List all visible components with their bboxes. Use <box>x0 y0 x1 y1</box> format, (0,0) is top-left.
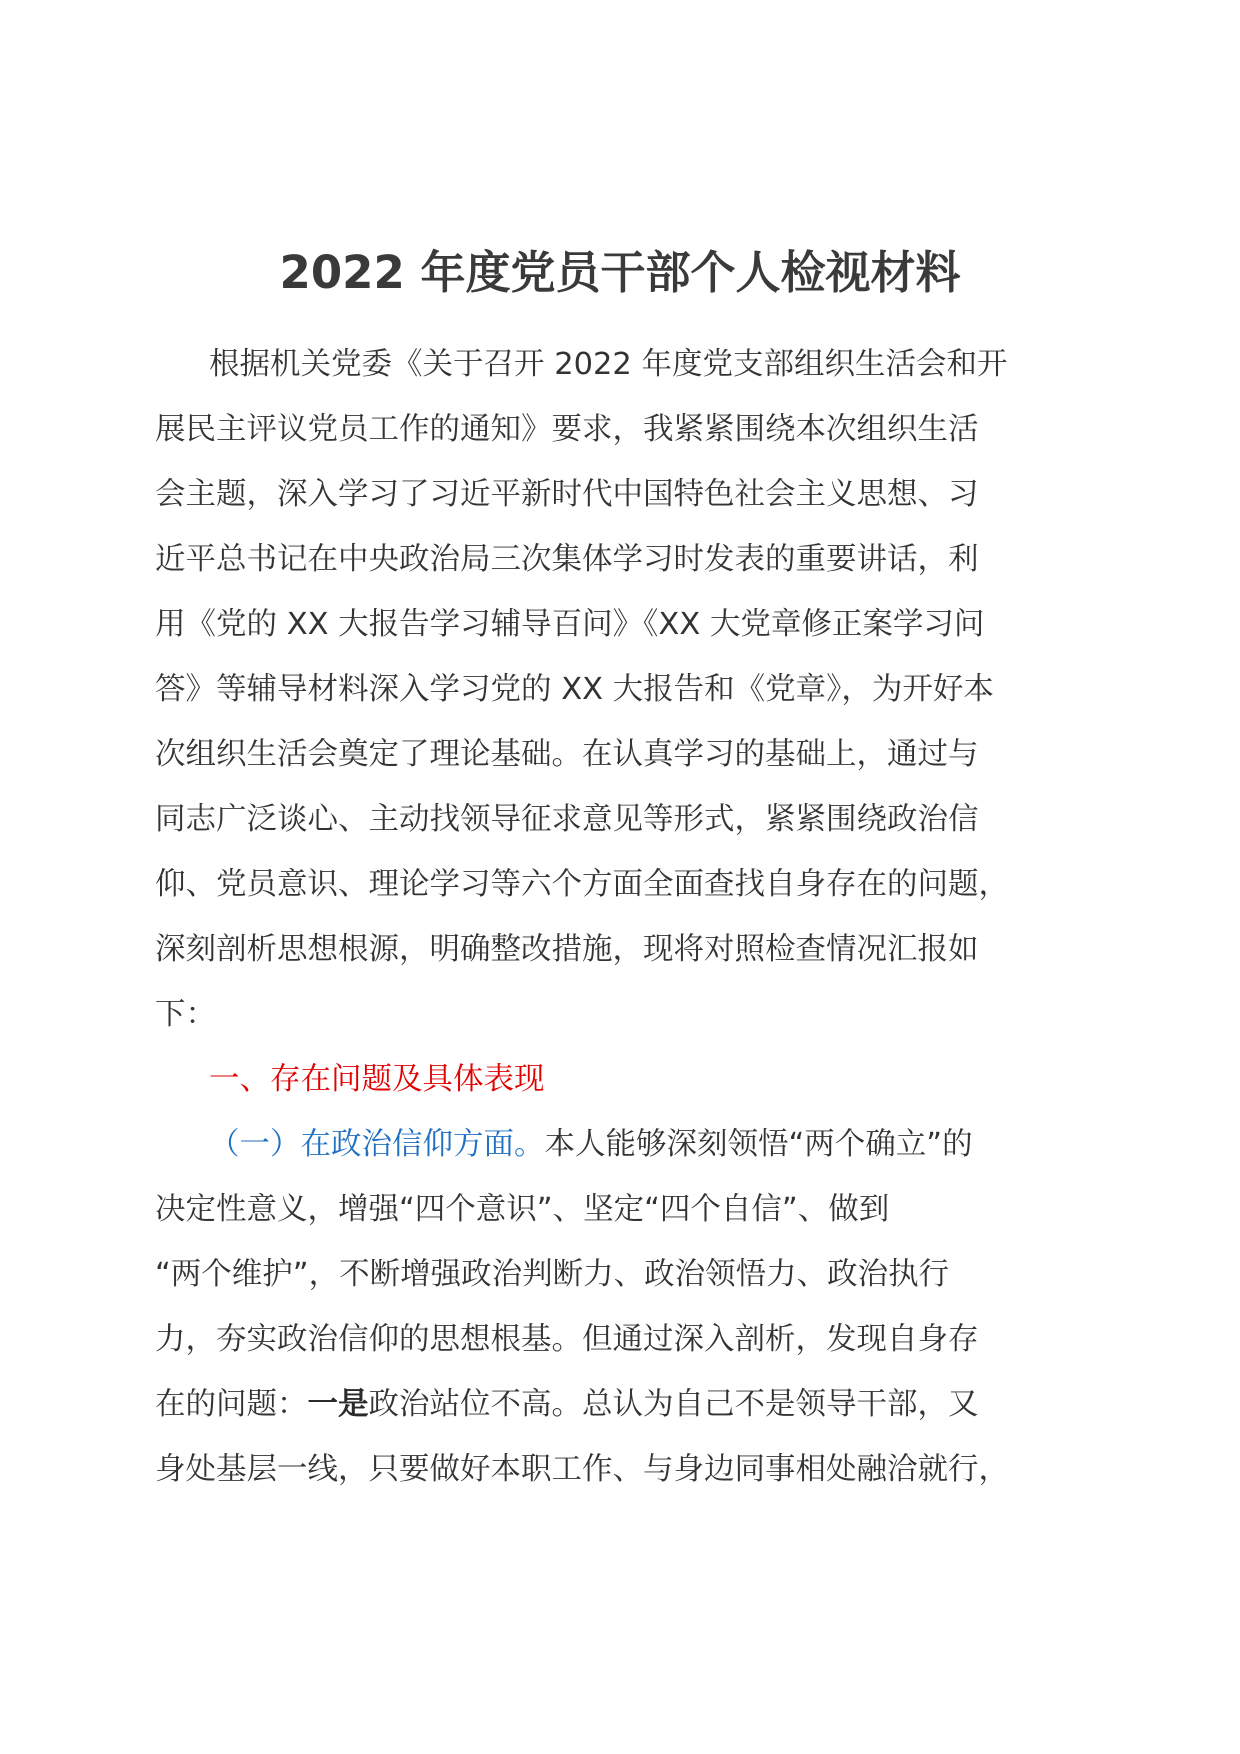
document-title: 2022 年度党员干部个人检视材料 <box>279 246 961 299</box>
paragraph-line: 用《党的 XX 大报告学习辅导百问》《XX 大党章修正案学习问 <box>155 607 985 642</box>
paragraph-line: 近平总书记在中央政治局三次集体学习时发表的重要讲话，利 <box>155 542 979 577</box>
document-body <box>155 332 1090 1502</box>
paragraph-line: “两个维护”，不断增强政治判断力、政治领悟力、政治执行 <box>155 1257 950 1292</box>
bold-term: 一是 <box>307 1387 369 1422</box>
paragraph-line: 力，夯实政治信仰的思想根基。但通过深入剖析，发现自身存 <box>155 1322 979 1357</box>
paragraph-line: 决定性意义，增强“四个意识”、坚定“四个自信”、做到 <box>155 1192 890 1227</box>
paragraph-line: 同志广泛谈心、主动找领导征求意见等形式，紧紧围绕政治信 <box>155 802 979 837</box>
bold-line-rest: 政治站位不高。总认为自己不是领导干部，又 <box>368 1387 979 1422</box>
paragraph-line-with-bold <box>155 1372 1090 1437</box>
paragraph-line: 深刻剖析思想根源，明确整改措施，现将对照检查情况汇报如 <box>155 932 979 967</box>
paragraph-line: 会主题，深入学习了习近平新时代中国特色社会主义思想、习 <box>155 477 979 512</box>
bold-line-prefix: 在的问题： <box>155 1387 308 1422</box>
subsection-text: 本人能够深刻领悟“两个确立”的 <box>544 1127 973 1162</box>
paragraph-line: 身处基层一线，只要做好本职工作、与身边同事相处融洽就行， <box>155 1452 1009 1487</box>
paragraph-line: 展民主评议党员工作的通知》要求，我紧紧围绕本次组织生活 <box>155 412 979 447</box>
paragraph-line: 根据机关党委《关于召开 2022 年度党支部组织生活会和开 <box>209 347 1008 382</box>
paragraph-line: 下： <box>155 997 216 1032</box>
paragraph-line: 次组织生活会奠定了理论基础。在认真学习的基础上，通过与 <box>155 737 979 772</box>
section-heading: 一、存在问题及具体表现 <box>209 1062 545 1097</box>
subsection-first-line <box>155 1112 1090 1177</box>
paragraph-line: 仰、党员意识、理论学习等六个方面全面查找自身存在的问题， <box>155 867 1009 902</box>
subsection-heading: （一）在政治信仰方面。 <box>209 1127 545 1162</box>
paragraph-line: 答》等辅导材料深入学习党的 XX 大报告和《党章》，为开好本 <box>155 672 994 707</box>
